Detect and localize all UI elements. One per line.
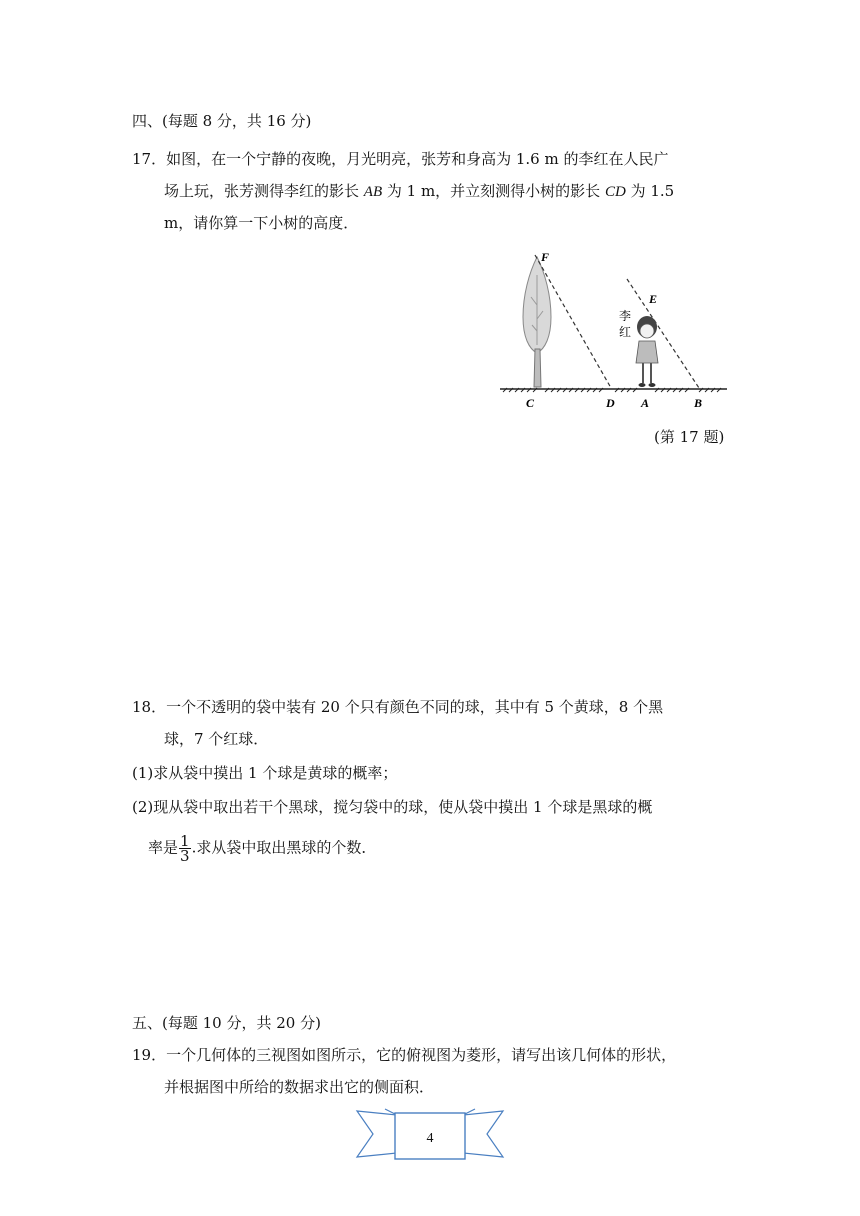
figure-17-caption: (第 17 题) — [654, 428, 725, 446]
ribbon-left-tail — [357, 1111, 397, 1157]
q17-text: 为 1.5 — [625, 182, 675, 200]
girl-name-2: 红 — [619, 325, 632, 339]
label-c: C — [526, 396, 535, 410]
figure-17-diagram — [495, 245, 735, 420]
fraction-one-third — [179, 834, 191, 863]
q18-text: 率是 — [148, 838, 179, 857]
fraction-numerator: 1 — [180, 832, 190, 850]
section-header-4: 四、(每题 8 分，共 16 分) — [132, 112, 312, 130]
label-d: D — [606, 396, 615, 410]
page-number-ribbon — [355, 1105, 505, 1163]
girl-li-hong-illustration — [636, 316, 658, 387]
label-a: A — [641, 396, 650, 410]
q17-line-2 — [164, 180, 674, 203]
label-b: B — [694, 396, 703, 410]
q18-line-2: 球，7 个红球． — [164, 730, 269, 748]
q17-text: 为 1 m，并立刻测得小树的影长 — [382, 182, 605, 200]
q18-part-2-line-1: (2)现从袋中取出若干个黑球，搅匀袋中的球，使从袋中摸出 1 个球是黑球的概 — [132, 798, 653, 816]
q17-var-ab: AB — [363, 184, 383, 200]
q18-text: .求从袋中取出黑球的个数． — [191, 838, 377, 857]
label-f: F — [541, 250, 550, 264]
q18-part-2-line-2 — [148, 834, 376, 863]
fraction-denominator: 3 — [180, 847, 190, 865]
q17-line-3: m，请你算一下小树的高度． — [164, 214, 359, 232]
girl-name-1: 李 — [619, 309, 632, 323]
q18-line-1: 18．一个不透明的袋中装有 20 个只有颜色不同的球，其中有 5 个黄球，8 个黑 — [132, 698, 664, 716]
q18-part-1: (1)求从袋中摸出 1 个球是黄球的概率； — [132, 764, 398, 782]
q17-var-cd: CD — [604, 184, 626, 200]
q19-line-2: 并根据图中所给的数据求出它的侧面积． — [164, 1078, 435, 1096]
q17-line-1: 17．如图，在一个宁静的夜晚，月光明亮，张芳和身高为 1.6 m 的李红在人民广 — [132, 150, 669, 168]
ribbon-right-tail — [463, 1111, 503, 1157]
q17-text: 场上玩，张芳测得李红的影长 — [164, 182, 364, 200]
q19-line-1: 19．一个几何体的三视图如图所示，它的俯视图为菱形，请写出该几何体的形状， — [132, 1046, 677, 1064]
ray-e-b — [627, 279, 699, 388]
label-e: E — [649, 292, 658, 306]
page-number: 4 — [426, 1131, 434, 1146]
section-header-5: 五、(每题 10 分，共 20 分) — [132, 1014, 321, 1032]
